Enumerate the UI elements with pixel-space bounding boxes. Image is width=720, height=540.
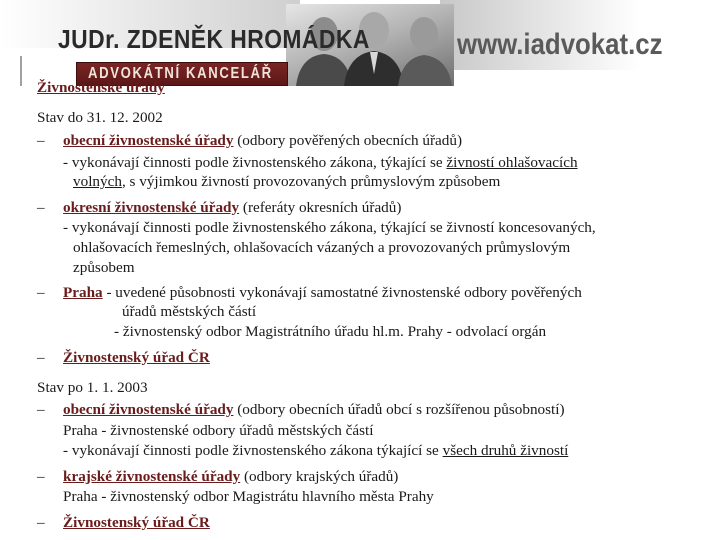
item-line: Praha - živnostenský odbor Magistrátu hlavního města Prahy — [63, 488, 434, 505]
firm-name: ADVOKÁTNÍ KANCELÁŘ — [88, 65, 273, 82]
link-okresni-zu[interactable]: okresní živnostenské úřady — [63, 199, 240, 216]
list-item — [63, 348, 210, 367]
item-description: - uvedené působnosti vykonávají samostatné živnostenské odbory pověřených — [102, 284, 582, 301]
bullet: – — [37, 284, 45, 301]
item-description: (odbory pověřených obecních úřadů) — [233, 132, 463, 149]
bullet: – — [37, 514, 45, 531]
list-item — [63, 513, 210, 532]
item-line-text: - vykonávají činnosti podle živnostenského zákona týkající se — [63, 442, 443, 459]
item-line: způsobem — [73, 259, 135, 276]
lawyer-name: JUDr. ZDENĚK HROMÁDKA — [58, 24, 370, 54]
item-line: - živnostenský odbor Magistrátního úřadu hl.m. Prahy - odvolací orgán — [114, 323, 547, 340]
link-obecni-zu[interactable]: obecní živnostenské úřady — [63, 132, 234, 149]
list-item — [63, 400, 565, 419]
item-description: (referáty okresních úřadů) — [239, 199, 402, 216]
website-text: www.iadvokat.cz — [457, 28, 663, 61]
link-praha[interactable]: Praha — [63, 284, 103, 301]
item-line: - vykonávají činnosti podle živnostenského zákona, týkající se živností koncesovaných, — [63, 219, 596, 236]
list-item — [63, 131, 462, 150]
bullet: – — [37, 401, 45, 418]
item-line-text: - vykonávají činnosti podle živnostenského zákona, týkající se — [63, 154, 447, 171]
bullet: – — [37, 349, 45, 366]
item-description: (odbory obecních úřadů obcí s rozšířenou působností) — [233, 401, 565, 418]
item-line-text: , s výjimkou živností provozovaných průmyslovým způsobem — [121, 173, 501, 190]
link-obecni-zu-2003[interactable]: obecní živnostenské úřady — [63, 401, 234, 418]
header-banner — [0, 0, 720, 90]
page-title[interactable]: Živnostenské úřady — [37, 79, 165, 96]
link-zu-cr[interactable]: Živnostenský úřad ČR — [63, 349, 210, 366]
list-item — [63, 198, 401, 217]
list-item — [63, 283, 582, 302]
section-title: Stav po 1. 1. 2003 — [37, 379, 148, 396]
item-line-underline: volných — [73, 173, 122, 190]
item-line — [63, 153, 578, 172]
item-line-underline: všech druhů živností — [442, 442, 569, 459]
item-line-underline: živností ohlašovacích — [446, 154, 578, 171]
item-line: ohlašovacích řemeslných, ohlašovacích vázaných a provozovaných průmyslovým — [73, 239, 571, 256]
item-description: (odbory krajských úřadů) — [240, 468, 399, 485]
list-item — [63, 467, 398, 486]
banner-rule — [20, 56, 22, 86]
section-title: Stav do 31. 12. 2002 — [37, 109, 163, 126]
link-zu-cr-2003[interactable]: Živnostenský úřad ČR — [63, 514, 210, 531]
bullet: – — [37, 132, 45, 149]
item-line — [73, 172, 500, 191]
item-line: úřadů městských částí — [122, 303, 257, 320]
item-line: Praha - živnostenské odbory úřadů městských částí — [63, 422, 374, 439]
link-krajske-zu[interactable]: krajské živnostenské úřady — [63, 468, 241, 485]
bullet: – — [37, 199, 45, 216]
bullet: – — [37, 468, 45, 485]
item-line — [63, 441, 568, 460]
